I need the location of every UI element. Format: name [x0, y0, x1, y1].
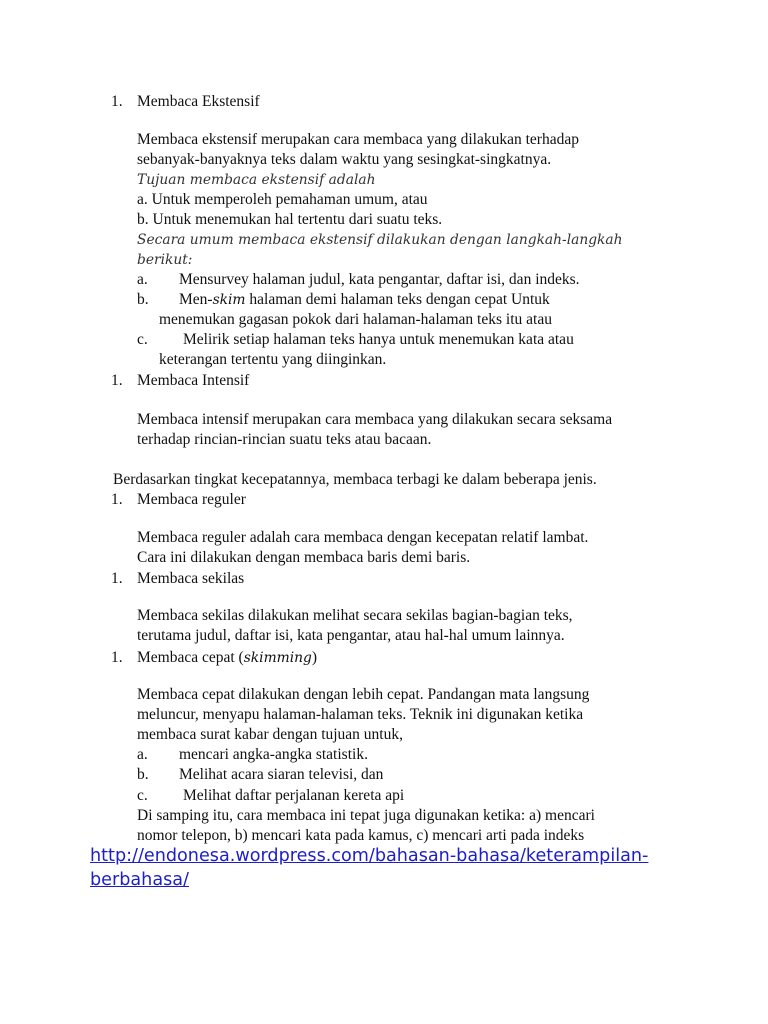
section-heading-ekstensif: Membaca Ekstensif — [137, 93, 260, 110]
paragraph-line: meluncur, menyapu halaman-halaman teks. Teknik ini digunakan ketika — [137, 706, 584, 723]
step-letter: a. — [137, 271, 148, 288]
list-number: 1. — [111, 570, 123, 587]
goal-item: b. Untuk menemukan hal tertentu dari suatu teks. — [137, 211, 443, 228]
item-text: Melihat acara siaran televisi, dan — [179, 766, 384, 783]
paragraph-line: Membaca cepat dilakukan dengan lebih cepat. Pandangan mata langsung — [137, 686, 590, 703]
paragraph-line: terutama judul, daftar isi, kata pengantar, atau hal-hal umum lainnya. — [137, 627, 565, 644]
list-number: 1. — [111, 372, 123, 389]
step-text: Mensurvey halaman judul, kata pengantar, daftar isi, dan indeks. — [179, 271, 580, 288]
closing-line: nomor telepon, b) mencari kata pada kamus, c) mencari arti pada indeks — [137, 827, 585, 844]
steps-title: Secara umum membaca ekstensif dilakukan dengan langkah-langkah — [137, 232, 623, 248]
step-text: Melirik setiap halaman teks hanya untuk menemukan kata atau — [183, 331, 574, 348]
goal-title: Tujuan membaca ekstensif adalah — [137, 172, 376, 188]
steps-title: berikut: — [137, 252, 193, 268]
paragraph-line: Membaca ekstensif merupakan cara membaca yang dilakukan terhadap — [137, 131, 579, 148]
list-number: 1. — [111, 93, 123, 110]
paragraph-line: membaca surat kabar dengan tujuan untuk, — [137, 726, 403, 743]
section-heading-cepat: Membaca cepat (skimming) — [137, 649, 318, 666]
paragraph-line: sebanyak-banyaknya teks dalam waktu yang sesingkat-singkatnya. — [137, 151, 552, 168]
source-link-cont[interactable]: berbahasa/ — [90, 870, 189, 890]
paragraph-line: Membaca sekilas dilakukan melihat secara sekilas bagian-bagian teks, — [137, 607, 573, 624]
section-heading-sekilas: Membaca sekilas — [137, 570, 245, 587]
item-text: Melihat daftar perjalanan kereta api — [183, 787, 405, 804]
paragraph-line: terhadap rincian-rincian suatu teks atau bacaan. — [137, 431, 432, 448]
paragraph-line: Cara ini dilakukan dengan membaca baris demi baris. — [137, 549, 471, 566]
step-letter: b. — [137, 291, 149, 308]
item-letter: a. — [137, 746, 148, 763]
list-number: 1. — [111, 491, 123, 508]
step-text-cont: menemukan gagasan pokok dari halaman-halaman teks itu atau — [159, 311, 552, 328]
step-text-cont: keterangan tertentu yang diinginkan. — [159, 351, 387, 368]
item-letter: b. — [137, 766, 149, 783]
list-number: 1. — [111, 649, 123, 666]
paragraph-line: Membaca reguler adalah cara membaca dengan kecepatan relatif lambat. — [137, 529, 589, 546]
section-heading-reguler: Membaca reguler — [137, 491, 246, 508]
step-text: Men-skim halaman demi halaman teks dengan cepat Untuk — [179, 291, 550, 308]
goal-item: a. Untuk memperoleh pemahaman umum, atau — [137, 191, 428, 208]
step-letter: c. — [137, 331, 148, 348]
source-link[interactable]: http://endonesa.wordpress.com/bahasan-bahasa/keterampilan- — [90, 846, 649, 866]
closing-line: Di samping itu, cara membaca ini tepat juga digunakan ketika: a) mencari — [137, 807, 595, 824]
paragraph-line: Membaca intensif merupakan cara membaca yang dilakukan secara seksama — [137, 411, 613, 428]
intro-paragraph: Berdasarkan tingkat kecepatannya, membaca terbagi ke dalam beberapa jenis. — [113, 471, 597, 488]
section-heading-intensif: Membaca Intensif — [137, 372, 250, 389]
item-letter: c. — [137, 787, 148, 804]
item-text: mencari angka-angka statistik. — [179, 746, 368, 763]
